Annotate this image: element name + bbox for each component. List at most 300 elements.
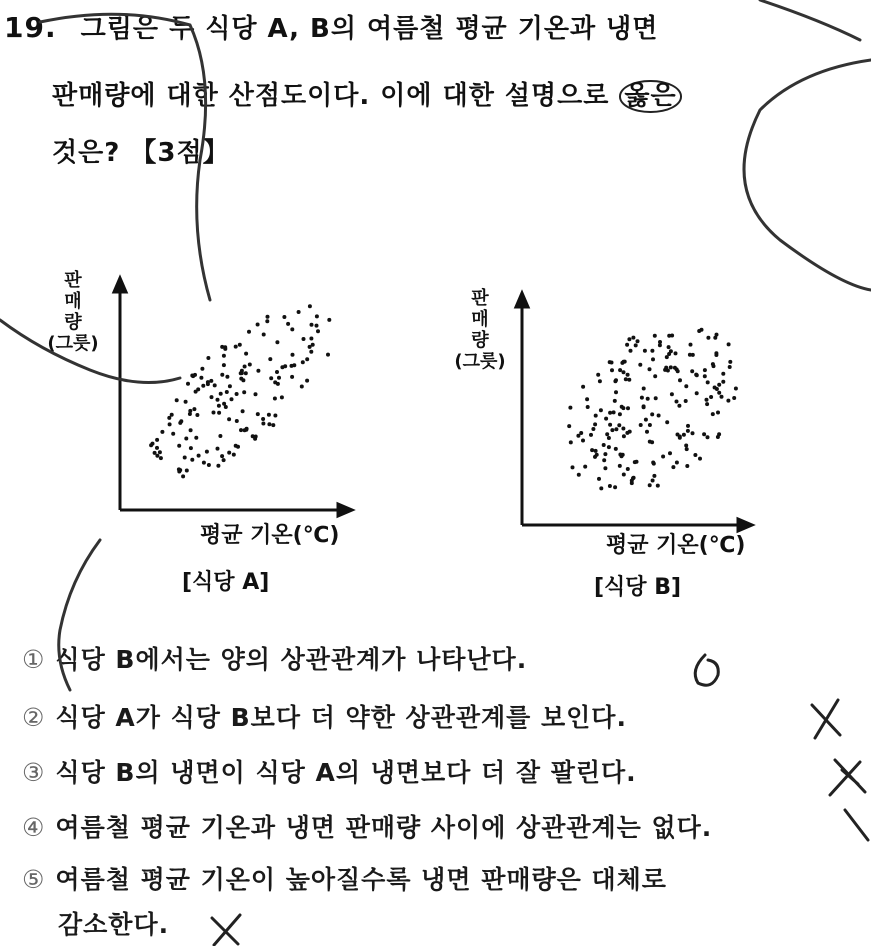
scatter-point xyxy=(302,337,306,341)
scatter-point xyxy=(607,445,611,449)
scatter-point xyxy=(622,370,626,374)
scatter-point xyxy=(622,434,626,438)
scatter-point xyxy=(189,446,193,450)
scatter-point xyxy=(591,427,595,431)
scatter-point xyxy=(188,409,192,413)
scatter-point xyxy=(614,427,618,431)
chart-a-ylabel-char: 량 xyxy=(64,312,82,333)
scatter-point xyxy=(638,363,642,367)
choice-number: ④ xyxy=(22,813,46,842)
scatter-point xyxy=(241,409,245,413)
chart-a-y-arrow xyxy=(114,278,126,292)
scatter-point xyxy=(727,342,731,346)
scatter-point xyxy=(167,416,171,420)
scatter-point xyxy=(726,399,730,403)
scatter-point xyxy=(219,392,223,396)
scatter-point xyxy=(658,343,662,347)
scatter-point xyxy=(590,448,594,452)
scatter-point xyxy=(199,376,203,380)
scatter-point xyxy=(235,419,239,423)
scatter-point xyxy=(273,397,277,401)
scatter-point xyxy=(586,405,590,409)
scatter-point xyxy=(220,454,224,458)
circled-word-correct: 옳은 xyxy=(619,80,681,113)
x-mark-choice-2 xyxy=(812,700,840,738)
scatter-point xyxy=(327,318,331,322)
scatter-point xyxy=(216,464,220,468)
scatter-point xyxy=(242,390,246,394)
scatter-point xyxy=(202,461,206,465)
scatter-point xyxy=(195,413,199,417)
scatter-point xyxy=(706,380,710,384)
scatter-point xyxy=(618,368,622,372)
scatter-point xyxy=(207,463,211,467)
scatter-point xyxy=(689,343,693,347)
scatter-point xyxy=(711,412,715,416)
scatter-point xyxy=(273,380,277,384)
scatter-point xyxy=(634,343,638,347)
choice-number: ② xyxy=(22,703,46,732)
scatter-point xyxy=(688,353,692,357)
scatter-point xyxy=(711,362,715,366)
scatter-point xyxy=(625,343,629,347)
x-mark-choice-3 xyxy=(830,760,865,795)
scatter-point xyxy=(604,417,608,421)
scatter-point xyxy=(648,367,652,371)
scatter-point xyxy=(622,473,626,477)
scatter-point xyxy=(253,437,257,441)
scatter-point xyxy=(595,453,599,457)
scatter-point xyxy=(636,339,640,343)
scatter-point xyxy=(706,336,710,340)
scatter-point xyxy=(715,333,719,337)
scatter-point xyxy=(194,436,198,440)
scatter-point xyxy=(732,396,736,400)
question-text-1: 그림은 두 식당 A, B의 여름철 평균 기온과 냉면 xyxy=(80,14,659,44)
scatter-point xyxy=(721,372,725,376)
scatter-point xyxy=(159,456,163,460)
scatter-point xyxy=(222,354,226,358)
scatter-point xyxy=(661,455,665,459)
scatter-point xyxy=(589,433,593,437)
scatter-point xyxy=(594,449,598,453)
scatter-point xyxy=(612,410,616,414)
scatter-point xyxy=(310,323,314,327)
scatter-point xyxy=(227,417,231,421)
scatter-point xyxy=(196,387,200,391)
scatter-point xyxy=(186,382,190,386)
scatter-point xyxy=(200,367,204,371)
scatter-point xyxy=(268,357,272,361)
scatter-point xyxy=(671,465,675,469)
choice-number: ⑤ xyxy=(22,865,46,894)
scatter-point xyxy=(222,402,226,406)
scatter-point xyxy=(685,464,689,468)
scatter-point xyxy=(217,411,221,415)
scatter-point xyxy=(674,351,678,355)
chart-b-points xyxy=(567,328,738,491)
scatter-point xyxy=(315,324,319,328)
scatter-point xyxy=(297,310,301,314)
scatter-point xyxy=(291,353,295,357)
scatter-point xyxy=(256,323,260,327)
scatter-point xyxy=(667,334,671,338)
scatter-point xyxy=(686,429,690,433)
scatter-point xyxy=(627,337,631,341)
scatter-point xyxy=(261,417,265,421)
scatter-point xyxy=(642,387,646,391)
scatter-point xyxy=(197,454,201,458)
scatter-point xyxy=(206,382,210,386)
scatter-point xyxy=(155,454,159,458)
scatter-point xyxy=(665,420,669,424)
scatter-point xyxy=(585,397,589,401)
scatter-point xyxy=(626,406,630,410)
choice-text: 감소한다. xyxy=(58,910,170,939)
scatter-point xyxy=(245,427,249,431)
scatter-point xyxy=(576,434,580,438)
scatter-point xyxy=(213,383,217,387)
scatter-point xyxy=(666,369,670,373)
scatter-point xyxy=(267,413,271,417)
scatter-point xyxy=(657,414,661,418)
scatter-point xyxy=(308,304,312,308)
scatter-point xyxy=(653,334,657,338)
scatter-point xyxy=(599,408,603,412)
scatter-point xyxy=(220,373,224,377)
scatter-point xyxy=(228,384,232,388)
scatter-point xyxy=(706,435,710,439)
scatter-point xyxy=(648,483,652,487)
choice-number: ③ xyxy=(22,758,46,787)
scatter-point xyxy=(669,365,673,369)
scatter-point xyxy=(728,365,732,369)
scatter-point xyxy=(621,406,625,410)
scatter-point xyxy=(218,434,222,438)
scatter-point xyxy=(225,390,229,394)
chart-a-points xyxy=(149,304,331,478)
scatter-point xyxy=(630,481,634,485)
scatter-point xyxy=(581,439,585,443)
scatter-point xyxy=(651,479,655,483)
scatter-point xyxy=(626,467,630,471)
scatter-point xyxy=(610,428,614,432)
chart-b-ylabel-char: 판 xyxy=(471,288,489,309)
scatter-point xyxy=(239,428,243,432)
choice-text: 여름철 평균 기온과 냉면 판매량 사이에 상관관계는 없다. xyxy=(55,813,713,842)
scatter-point xyxy=(567,424,571,428)
scatter-point xyxy=(220,345,224,349)
scatter-point xyxy=(673,366,677,370)
scatter-point xyxy=(175,398,179,402)
scatter-point xyxy=(698,457,702,461)
scatter-point xyxy=(705,398,709,402)
scatter-point xyxy=(594,414,598,418)
scatter-point xyxy=(275,340,279,344)
chart-b-caption: [식당 B] xyxy=(594,575,682,600)
scatter-point xyxy=(667,352,671,356)
scatter-point xyxy=(280,365,284,369)
scatter-point xyxy=(676,433,680,437)
scatter-point xyxy=(667,345,671,349)
scatter-point xyxy=(602,443,606,447)
scatter-point xyxy=(309,337,313,341)
scatter-point xyxy=(155,446,159,450)
scatter-point xyxy=(702,432,706,436)
scatter-point xyxy=(603,452,607,456)
chart-b-y-arrow xyxy=(516,293,528,307)
scatter-point xyxy=(254,392,258,396)
scatter-point xyxy=(714,353,718,357)
scatter-point xyxy=(734,387,738,391)
scatter-point xyxy=(240,369,244,373)
scatter-point xyxy=(639,423,643,427)
scatter-point xyxy=(618,412,622,416)
scatter-point xyxy=(644,418,648,422)
scatter-point xyxy=(652,474,656,478)
chart-b-ylabel-unit: (그릇) xyxy=(454,351,506,372)
scatter-point xyxy=(275,370,279,374)
scatter-point xyxy=(235,392,239,396)
scatter-point xyxy=(192,407,196,411)
scatter-point xyxy=(158,450,162,454)
scatter-point xyxy=(238,343,242,347)
scatter-point xyxy=(607,436,611,440)
scatter-point xyxy=(217,404,221,408)
scatter-point xyxy=(301,360,305,364)
scatter-point xyxy=(184,437,188,441)
scatter-point xyxy=(183,456,187,460)
scatter-point xyxy=(267,422,271,426)
scatter-point xyxy=(244,371,248,375)
chart-b-x-arrow xyxy=(738,519,752,531)
scatter-point xyxy=(168,422,172,426)
scatter-point xyxy=(282,315,286,319)
scatter-point xyxy=(653,374,657,378)
scatter-point xyxy=(626,373,630,377)
scatter-point xyxy=(651,357,655,361)
scatter-point xyxy=(695,391,699,395)
scatter-point xyxy=(602,458,606,462)
scatter-point xyxy=(581,385,585,389)
scatter-point xyxy=(624,377,628,381)
scatter-point xyxy=(222,458,226,462)
scatter-point xyxy=(212,411,216,415)
scatter-point xyxy=(190,458,194,462)
scatter-point xyxy=(608,423,612,427)
scatter-point xyxy=(675,400,679,404)
scatter-point xyxy=(256,369,260,373)
scatter-point xyxy=(568,406,572,410)
scatter-point xyxy=(684,399,688,403)
scatter-point xyxy=(618,464,622,468)
scatter-point xyxy=(599,486,603,490)
scatter-point xyxy=(232,453,236,457)
scatter-point xyxy=(613,485,617,489)
check-o-mark-choice-1 xyxy=(695,655,718,685)
scatter-point xyxy=(210,395,214,399)
scatter-point xyxy=(605,432,609,436)
chart-a-xlabel: 평균 기온(℃) xyxy=(200,523,340,548)
scatter-point xyxy=(640,396,644,400)
scatter-point xyxy=(670,392,674,396)
scatter-point xyxy=(256,412,260,416)
chart-b-ylabel-char: 매 xyxy=(471,309,489,330)
scatter-point xyxy=(247,330,251,334)
pencil-stroke xyxy=(760,0,860,40)
scatter-point xyxy=(171,432,175,436)
scatter-point xyxy=(656,484,660,488)
scatter-point xyxy=(645,430,649,434)
chart-a-x-arrow xyxy=(338,504,352,516)
scatter-point xyxy=(593,422,597,426)
choice-text: 식당 A가 식당 B보다 더 약한 상관관계를 보인다. xyxy=(55,703,627,732)
scatter-point xyxy=(191,374,195,378)
scatter-point xyxy=(577,473,581,477)
scatter-point xyxy=(261,422,265,426)
scatter-point xyxy=(622,360,626,364)
scatter-point xyxy=(717,391,721,395)
chart-b-ylabel-char: 량 xyxy=(471,330,489,351)
scatter-point xyxy=(227,451,231,455)
question-number: 19. xyxy=(4,11,57,44)
scatter-point xyxy=(277,376,281,380)
scatter-point xyxy=(690,369,694,373)
scatter-point xyxy=(695,373,699,377)
question-text-2: 판매량에 대한 산점도이다. 이에 대한 설명으로 xyxy=(52,81,620,111)
scatter-point xyxy=(608,484,612,488)
chart-a-ylabel-unit: (그릇) xyxy=(47,333,99,354)
scatter-point xyxy=(597,477,601,481)
scatter-point xyxy=(709,395,713,399)
choice-text: 여름철 평균 기온이 높아질수록 냉면 판매량은 대체로 xyxy=(55,865,667,894)
scatter-point xyxy=(613,399,617,403)
scatter-point xyxy=(234,444,238,448)
scatter-point xyxy=(181,474,185,478)
scatter-point xyxy=(621,427,625,431)
scatter-point xyxy=(654,396,658,400)
scatter-point xyxy=(177,467,181,471)
pencil-stroke xyxy=(744,60,871,290)
scatter-point xyxy=(216,447,220,451)
grading-marks xyxy=(212,655,868,945)
scatter-point xyxy=(627,378,631,382)
scatter-point xyxy=(201,384,205,388)
chart-a-ylabel-char: 판 xyxy=(64,270,82,291)
scatter-point xyxy=(703,374,707,378)
pencil-stroke xyxy=(0,320,180,383)
scatter-point xyxy=(309,350,313,354)
chart-a-caption: [식당 A] xyxy=(182,570,270,595)
scatter-point xyxy=(222,363,226,367)
scatter-point xyxy=(273,414,277,418)
scatter-point xyxy=(569,440,573,444)
scatter-point xyxy=(155,438,159,442)
chart-a-axes xyxy=(114,278,352,516)
scatter-point xyxy=(225,375,229,379)
scatter-point xyxy=(648,440,652,444)
scatter-point xyxy=(721,380,725,384)
scatter-point xyxy=(614,390,618,394)
scatter-point xyxy=(720,395,724,399)
scatter-point xyxy=(316,329,320,333)
scatter-point xyxy=(230,397,234,401)
scatter-point xyxy=(678,378,682,382)
scatter-point xyxy=(571,465,575,469)
scatter-point xyxy=(650,349,654,353)
scatter-point xyxy=(650,412,654,416)
scatter-point xyxy=(326,353,330,357)
scatter-point xyxy=(608,360,612,364)
scatter-point xyxy=(241,378,245,382)
scatter-point xyxy=(684,444,688,448)
scatter-point xyxy=(684,384,688,388)
scatter-point xyxy=(184,400,188,404)
x-mark-choice-4 xyxy=(845,810,868,840)
scatter-point xyxy=(697,329,701,333)
scatter-point xyxy=(265,319,269,323)
scatter-point xyxy=(177,444,181,448)
pencil-stroke xyxy=(59,540,100,690)
scatter-point xyxy=(717,432,721,436)
scatter-point xyxy=(286,322,290,326)
scatter-point xyxy=(308,345,312,349)
scatter-point xyxy=(598,379,602,383)
scatter-point xyxy=(189,428,193,432)
scatter-point xyxy=(608,411,612,415)
scatter-point xyxy=(234,345,238,349)
scatter-point xyxy=(625,431,629,435)
scatter-point xyxy=(149,443,153,447)
scatter-point xyxy=(300,385,304,389)
scatter-point xyxy=(682,433,686,437)
scatter-point xyxy=(705,402,709,406)
scatter-point xyxy=(610,368,614,372)
x-mark-choice-5 xyxy=(212,915,240,945)
choice-number: ① xyxy=(22,645,46,674)
choice-text: 식당 B의 냉면이 식당 A의 냉면보다 더 잘 팔린다. xyxy=(55,758,637,787)
scatter-point xyxy=(668,451,672,455)
scatter-point xyxy=(315,314,319,318)
scatter-point xyxy=(244,352,248,356)
chart-a-ylabel-char: 매 xyxy=(64,291,82,312)
scatter-point xyxy=(603,466,607,470)
scatter-point xyxy=(675,461,679,465)
scatter-point xyxy=(269,376,273,380)
chart-b-xlabel: 평균 기온(℃) xyxy=(606,533,746,558)
scatter-point xyxy=(703,368,707,372)
scatter-point xyxy=(248,363,252,367)
scatter-point xyxy=(614,447,618,451)
scatter-point xyxy=(290,327,294,331)
scatter-point xyxy=(686,424,690,428)
scatter-point xyxy=(262,333,266,337)
scatter-point xyxy=(179,419,183,423)
scatter-point xyxy=(713,386,717,390)
scatter-point xyxy=(691,431,695,435)
scatter-point xyxy=(642,405,646,409)
choice-text: 식당 B에서는 양의 상관관계가 나타난다. xyxy=(55,645,528,674)
scatter-point xyxy=(618,453,622,457)
scatter-point xyxy=(206,356,210,360)
scatter-point xyxy=(633,460,637,464)
scatter-point xyxy=(678,436,682,440)
scatter-point xyxy=(648,423,652,427)
pencil-stroke xyxy=(40,14,210,300)
scatter-point xyxy=(596,373,600,377)
scatter-point xyxy=(677,404,681,408)
scatter-point xyxy=(717,383,721,387)
